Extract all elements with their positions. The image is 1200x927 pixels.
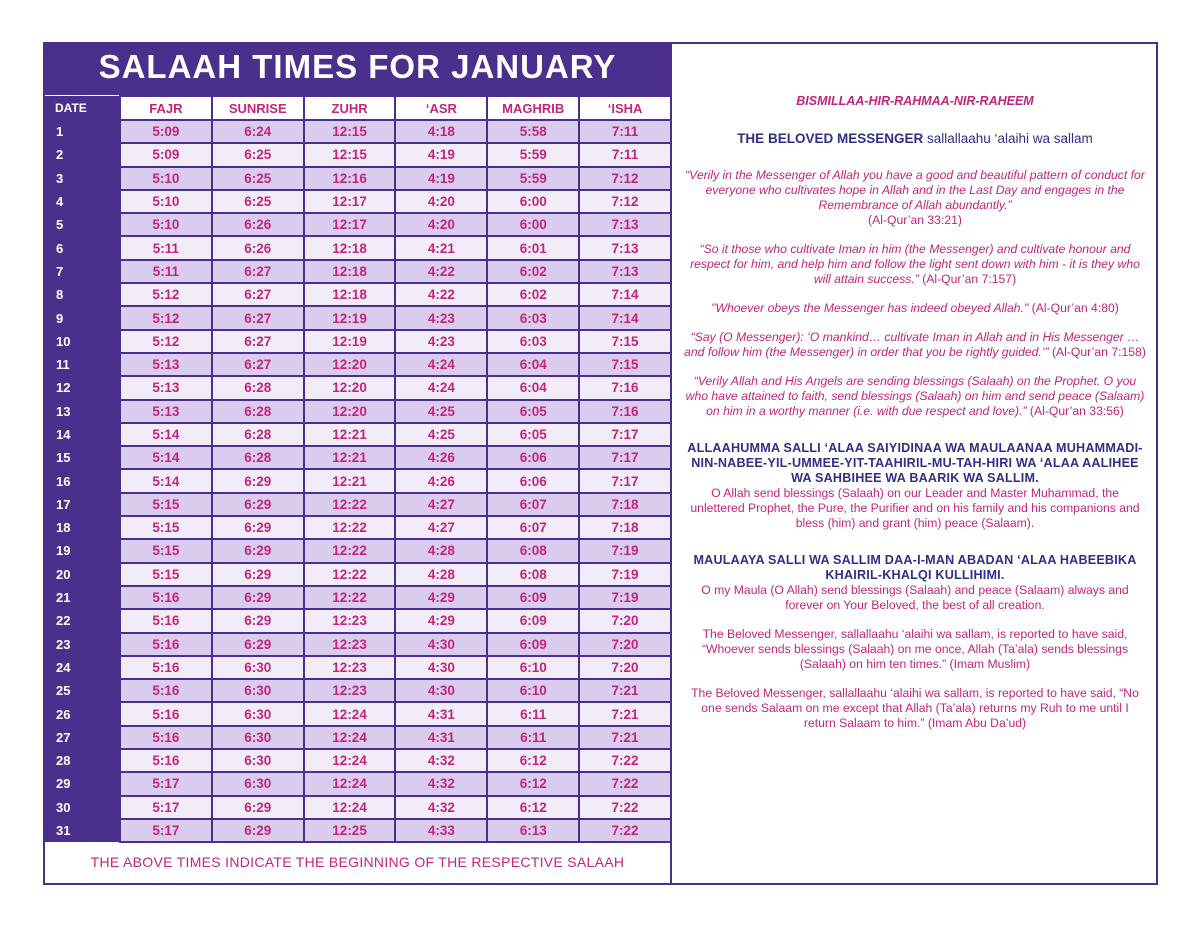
- time-cell: 4:22: [395, 260, 487, 283]
- table-row: [43, 423, 671, 446]
- hadith-2: The Beloved Messenger, sallallaahu ‘alaihi wa sallam, is reported to have said, “No one sends Salaam on me except that Allah (Ta’ala) returns my Ruh to me until I return Salaam to him.” (Imam Abu Da’ud): [691, 686, 1139, 730]
- time-cell: 4:32: [395, 796, 487, 819]
- time-cell: 12:22: [304, 516, 396, 539]
- time-cell: 4:28: [395, 563, 487, 586]
- time-cell: 5:10: [120, 167, 212, 190]
- time-cell: 4:25: [395, 400, 487, 423]
- table-row: [43, 330, 671, 353]
- time-cell: 7:14: [579, 283, 671, 306]
- time-cell: 5:16: [120, 609, 212, 632]
- time-cell: 4:31: [395, 702, 487, 725]
- time-cell: 12:25: [304, 819, 396, 842]
- time-cell: 5:15: [120, 493, 212, 516]
- time-cell: 7:17: [579, 423, 671, 446]
- date-cell: 10: [43, 330, 120, 353]
- quote-4: [684, 330, 1146, 360]
- date-cell: 25: [43, 679, 120, 702]
- header-zuhr: ZUHR: [304, 96, 396, 120]
- time-cell: 6:30: [212, 702, 304, 725]
- header-fajr: FAJR: [120, 96, 212, 120]
- time-cell: 7:11: [579, 143, 671, 166]
- time-cell: 5:11: [120, 260, 212, 283]
- table-row: [43, 656, 671, 679]
- time-cell: 7:15: [579, 353, 671, 376]
- time-cell: 4:28: [395, 539, 487, 562]
- time-cell: 6:03: [487, 330, 579, 353]
- time-cell: 5:17: [120, 819, 212, 842]
- time-cell: 7:22: [579, 819, 671, 842]
- time-cell: 4:29: [395, 586, 487, 609]
- date-cell: 9: [43, 306, 120, 329]
- time-cell: 6:28: [212, 400, 304, 423]
- time-cell: 6:30: [212, 656, 304, 679]
- time-cell: 6:01: [487, 236, 579, 259]
- table-row: [43, 400, 671, 423]
- table-row: [43, 167, 671, 190]
- time-cell: 7:21: [579, 679, 671, 702]
- time-cell: 12:17: [304, 213, 396, 236]
- time-cell: 6:24: [212, 120, 304, 143]
- time-cell: 7:20: [579, 633, 671, 656]
- time-cell: 6:25: [212, 190, 304, 213]
- table-row: [43, 260, 671, 283]
- table-row: [43, 446, 671, 469]
- time-cell: 4:30: [395, 656, 487, 679]
- table-row: [43, 213, 671, 236]
- time-cell: 7:21: [579, 702, 671, 725]
- time-cell: 5:11: [120, 236, 212, 259]
- time-cell: 6:07: [487, 493, 579, 516]
- table-row: [43, 749, 671, 772]
- table-row: [43, 143, 671, 166]
- time-cell: 6:12: [487, 796, 579, 819]
- header-asr: ‘ASR: [395, 96, 487, 120]
- quote-4-text: “Say (O Messenger): ‘O mankind… cultivate Iman in Allah and in His Messenger … and follow him (the Messenger) in order that you be rightly guided.’”: [684, 330, 1140, 359]
- time-cell: 12:23: [304, 679, 396, 702]
- time-cell: 5:59: [487, 143, 579, 166]
- time-cell: 12:22: [304, 586, 396, 609]
- time-cell: 6:27: [212, 353, 304, 376]
- time-cell: 12:15: [304, 143, 396, 166]
- time-cell: 12:15: [304, 120, 396, 143]
- time-cell: 12:21: [304, 423, 396, 446]
- table-row: [43, 772, 671, 795]
- quote-3-ref: (Al-Qur’an 4:80): [1028, 301, 1119, 315]
- quote-1-ref: (Al-Qur’an 33:21): [868, 213, 962, 227]
- time-cell: 7:19: [579, 539, 671, 562]
- time-cell: 6:28: [212, 376, 304, 399]
- time-cell: 6:30: [212, 749, 304, 772]
- time-cell: 6:30: [212, 772, 304, 795]
- time-cell: 5:16: [120, 726, 212, 749]
- time-cell: 5:14: [120, 423, 212, 446]
- time-cell: 6:10: [487, 656, 579, 679]
- dua-2-text: MAULAAYA SALLI WA SALLIM DAA-I-MAN ABADAN ‘ALAA HABEEBIKA KHAIRIL-KHALQI KULLIHIMI.: [693, 553, 1137, 582]
- time-cell: 4:31: [395, 726, 487, 749]
- time-cell: 6:29: [212, 516, 304, 539]
- time-cell: 4:18: [395, 120, 487, 143]
- time-cell: 6:06: [487, 446, 579, 469]
- time-cell: 12:24: [304, 749, 396, 772]
- time-cell: 5:14: [120, 446, 212, 469]
- date-cell: 15: [43, 446, 120, 469]
- dua-2-translation: O my Maula (O Allah) send blessings (Salaah) and peace (Salaam) always and forever on Your Beloved, the best of all creation.: [701, 583, 1129, 612]
- date-cell: 11: [43, 353, 120, 376]
- time-cell: 6:29: [212, 563, 304, 586]
- date-cell: 12: [43, 376, 120, 399]
- time-cell: 5:12: [120, 330, 212, 353]
- date-cell: 23: [43, 633, 120, 656]
- time-cell: 6:09: [487, 633, 579, 656]
- time-cell: 4:24: [395, 353, 487, 376]
- header-sunrise: SUNRISE: [212, 96, 304, 120]
- date-cell: 2: [43, 143, 120, 166]
- time-cell: 12:20: [304, 376, 396, 399]
- time-cell: 6:08: [487, 539, 579, 562]
- time-cell: 5:10: [120, 213, 212, 236]
- table-row: [43, 679, 671, 702]
- time-cell: 6:29: [212, 633, 304, 656]
- time-cell: 6:27: [212, 283, 304, 306]
- time-cell: 5:09: [120, 120, 212, 143]
- time-cell: 6:07: [487, 516, 579, 539]
- table-row: [43, 469, 671, 492]
- table-row: [43, 796, 671, 819]
- date-cell: 28: [43, 749, 120, 772]
- time-cell: 5:16: [120, 586, 212, 609]
- time-cell: 4:30: [395, 633, 487, 656]
- dua-1-block: [684, 441, 1146, 531]
- time-cell: 6:27: [212, 306, 304, 329]
- date-cell: 30: [43, 796, 120, 819]
- quote-5: [684, 374, 1146, 419]
- salaah-times-panel: [43, 42, 672, 885]
- time-cell: 7:13: [579, 236, 671, 259]
- time-cell: 6:29: [212, 493, 304, 516]
- date-cell: 26: [43, 702, 120, 725]
- time-cell: 4:27: [395, 516, 487, 539]
- date-cell: 19: [43, 539, 120, 562]
- time-cell: 4:21: [395, 236, 487, 259]
- date-cell: 31: [43, 819, 120, 842]
- table-row: [43, 586, 671, 609]
- time-cell: 5:15: [120, 563, 212, 586]
- time-cell: 6:30: [212, 679, 304, 702]
- time-cell: 6:09: [487, 586, 579, 609]
- time-cell: 5:13: [120, 376, 212, 399]
- quote-1-text: “Verily in the Messenger of Allah you have a good and beautiful pattern of conduct for everyone who cultivates hope in Allah and in the Last Day and engages in the Remembrance of Allah abundantly.”: [685, 168, 1145, 212]
- time-cell: 5:16: [120, 656, 212, 679]
- time-cell: 12:24: [304, 702, 396, 725]
- date-cell: 22: [43, 609, 120, 632]
- time-cell: 4:33: [395, 819, 487, 842]
- time-cell: 6:26: [212, 236, 304, 259]
- time-cell: 6:25: [212, 167, 304, 190]
- date-cell: 20: [43, 563, 120, 586]
- time-cell: 6:29: [212, 609, 304, 632]
- time-cell: 7:17: [579, 446, 671, 469]
- time-cell: 5:14: [120, 469, 212, 492]
- dua-1-text: ALLAAHUMMA SALLI ‘ALAA SAIYIDINAA WA MAULAANAA MUHAMMADI-NIN-NABEE-YIL-UMMEE-YIT-TAAHIRIL-MU-TAH-HIRI WA ‘ALAA AALIHEE WA SAHBIHEE WA BAARIK WA SALLIM.: [687, 441, 1143, 485]
- time-cell: 6:29: [212, 796, 304, 819]
- time-cell: 6:02: [487, 260, 579, 283]
- time-cell: 12:17: [304, 190, 396, 213]
- column-divider: [670, 42, 672, 885]
- table-row: [43, 819, 671, 842]
- time-cell: 6:29: [212, 469, 304, 492]
- time-cell: 5:12: [120, 306, 212, 329]
- date-cell: 17: [43, 493, 120, 516]
- time-cell: 6:03: [487, 306, 579, 329]
- time-cell: 6:00: [487, 190, 579, 213]
- time-cell: 6:28: [212, 446, 304, 469]
- time-cell: 4:20: [395, 213, 487, 236]
- time-cell: 6:05: [487, 400, 579, 423]
- time-cell: 12:23: [304, 633, 396, 656]
- salaah-times-table: [43, 95, 672, 843]
- time-cell: 12:19: [304, 330, 396, 353]
- time-cell: 7:22: [579, 772, 671, 795]
- quote-2: [684, 242, 1146, 287]
- time-cell: 7:16: [579, 376, 671, 399]
- table-row: [43, 609, 671, 632]
- quote-3-text: "Whoever obeys the Messenger has indeed obeyed Allah.": [711, 301, 1029, 315]
- table-row: [43, 539, 671, 562]
- time-cell: 12:18: [304, 236, 396, 259]
- date-cell: 3: [43, 167, 120, 190]
- date-cell: 7: [43, 260, 120, 283]
- time-cell: 7:22: [579, 749, 671, 772]
- time-cell: 7:12: [579, 167, 671, 190]
- time-cell: 12:18: [304, 260, 396, 283]
- date-cell: 4: [43, 190, 120, 213]
- time-cell: 12:24: [304, 796, 396, 819]
- dua-1-translation: O Allah send blessings (Salaah) on our Leader and Master Muhammad, the unlettered Prophet, the Pure, the Purifier and on his family and his companions and bless (him) and grant (him) peace (Salaam).: [690, 486, 1140, 530]
- time-cell: 6:02: [487, 283, 579, 306]
- time-cell: 5:13: [120, 353, 212, 376]
- table-row: [43, 516, 671, 539]
- time-cell: 6:12: [487, 772, 579, 795]
- quote-2-ref: (Al-Qur’an 7:157): [918, 272, 1017, 286]
- time-cell: 6:08: [487, 563, 579, 586]
- time-cell: 4:19: [395, 143, 487, 166]
- time-cell: 4:29: [395, 609, 487, 632]
- hadith-1: The Beloved Messenger, sallallaahu ‘alaihi wa sallam, is reported to have said, “Whoever sends blessings (Salaah) on me once, Allah (Ta’ala) sends blessings (Salaah) on him ten times.” (Imam Muslim): [701, 627, 1129, 671]
- time-cell: 12:21: [304, 469, 396, 492]
- time-cell: 6:27: [212, 260, 304, 283]
- time-cell: 12:19: [304, 306, 396, 329]
- time-cell: 12:22: [304, 493, 396, 516]
- time-cell: 12:20: [304, 353, 396, 376]
- time-cell: 4:24: [395, 376, 487, 399]
- time-cell: 6:25: [212, 143, 304, 166]
- time-cell: 6:04: [487, 353, 579, 376]
- time-cell: 4:19: [395, 167, 487, 190]
- table-row: [43, 236, 671, 259]
- time-cell: 5:59: [487, 167, 579, 190]
- time-cell: 12:18: [304, 283, 396, 306]
- header-maghrib: MAGHRIB: [487, 96, 579, 120]
- date-cell: 5: [43, 213, 120, 236]
- time-cell: 6:11: [487, 726, 579, 749]
- time-cell: 7:13: [579, 260, 671, 283]
- time-cell: 6:29: [212, 819, 304, 842]
- time-cell: 7:20: [579, 656, 671, 679]
- time-cell: 6:29: [212, 539, 304, 562]
- table-header-row: [43, 96, 671, 120]
- quote-5-text: “Verily Allah and His Angels are sending blessings (Salaah) on the Prophet. O you who have attained to faith, send blessings (Salaah) on him and send peace (Salaam) on him in a worthy manner (i.e. with due respect and love).”: [685, 374, 1145, 418]
- time-cell: 12:23: [304, 609, 396, 632]
- footer-note: THE ABOVE TIMES INDICATE THE BEGINNING OF THE RESPECTIVE SALAAH: [90, 854, 625, 870]
- dua-2-block: [684, 553, 1146, 613]
- beloved-heading-bold: THE BELOVED MESSENGER: [737, 131, 924, 146]
- time-cell: 5:12: [120, 283, 212, 306]
- table-row: [43, 190, 671, 213]
- bismillah-heading: BISMILLAA-HIR-RAHMAA-NIR-RAHEEM: [796, 94, 1034, 108]
- time-cell: 5:13: [120, 400, 212, 423]
- table-row: [43, 120, 671, 143]
- time-cell: 6:11: [487, 702, 579, 725]
- time-cell: 7:19: [579, 586, 671, 609]
- time-cell: 7:16: [579, 400, 671, 423]
- time-cell: 7:11: [579, 120, 671, 143]
- time-cell: 4:23: [395, 330, 487, 353]
- time-cell: 6:30: [212, 726, 304, 749]
- time-cell: 6:00: [487, 213, 579, 236]
- time-cell: 7:21: [579, 726, 671, 749]
- quote-2-text: “So it those who cultivate Iman in him (the Messenger) and cultivate honour and respect for him, and help him and follow the light sent down with him - it is they who will attain success.”: [690, 242, 1140, 286]
- time-cell: 5:10: [120, 190, 212, 213]
- table-row: [43, 376, 671, 399]
- time-cell: 4:27: [395, 493, 487, 516]
- beloved-heading-rest: sallallaahu ‘alaihi wa sallam: [923, 131, 1093, 146]
- header-isha: ‘ISHA: [579, 96, 671, 120]
- time-cell: 4:32: [395, 772, 487, 795]
- table-row: [43, 306, 671, 329]
- header-date: DATE: [43, 96, 120, 120]
- table-row: [43, 353, 671, 376]
- time-cell: 6:28: [212, 423, 304, 446]
- page-title: SALAAH TIMES FOR JANUARY: [98, 48, 617, 85]
- time-cell: 7:18: [579, 493, 671, 516]
- time-cell: 12:21: [304, 446, 396, 469]
- time-cell: 6:06: [487, 469, 579, 492]
- quote-4-ref: (Al-Qur’an 7:158): [1048, 345, 1146, 359]
- quote-1: [684, 168, 1146, 228]
- date-cell: 1: [43, 120, 120, 143]
- time-cell: 6:27: [212, 330, 304, 353]
- title-banner: [43, 42, 672, 95]
- table-row: [43, 493, 671, 516]
- table-row: [43, 283, 671, 306]
- date-cell: 24: [43, 656, 120, 679]
- time-cell: 7:15: [579, 330, 671, 353]
- time-cell: 6:26: [212, 213, 304, 236]
- table-row: [43, 563, 671, 586]
- time-cell: 5:16: [120, 749, 212, 772]
- time-cell: 5:16: [120, 633, 212, 656]
- time-cell: 7:19: [579, 563, 671, 586]
- quote-3: [684, 301, 1146, 316]
- time-cell: 12:24: [304, 772, 396, 795]
- date-cell: 21: [43, 586, 120, 609]
- time-cell: 4:25: [395, 423, 487, 446]
- time-cell: 6:05: [487, 423, 579, 446]
- time-cell: 12:20: [304, 400, 396, 423]
- time-cell: 4:26: [395, 469, 487, 492]
- date-cell: 16: [43, 469, 120, 492]
- quote-5-ref: (Al-Qur’an 33:56): [1026, 404, 1124, 418]
- time-cell: 7:17: [579, 469, 671, 492]
- date-cell: 6: [43, 236, 120, 259]
- time-cell: 6:10: [487, 679, 579, 702]
- date-cell: 13: [43, 400, 120, 423]
- time-cell: 5:15: [120, 516, 212, 539]
- time-cell: 7:20: [579, 609, 671, 632]
- time-cell: 6:12: [487, 749, 579, 772]
- time-cell: 5:09: [120, 143, 212, 166]
- time-cell: 12:22: [304, 539, 396, 562]
- time-cell: 7:14: [579, 306, 671, 329]
- table-row: [43, 726, 671, 749]
- time-cell: 5:16: [120, 679, 212, 702]
- time-cell: 7:12: [579, 190, 671, 213]
- time-cell: 4:22: [395, 283, 487, 306]
- table-row: [43, 633, 671, 656]
- date-cell: 18: [43, 516, 120, 539]
- time-cell: 4:30: [395, 679, 487, 702]
- time-cell: 6:13: [487, 819, 579, 842]
- time-cell: 6:29: [212, 586, 304, 609]
- time-cell: 5:17: [120, 796, 212, 819]
- date-cell: 14: [43, 423, 120, 446]
- time-cell: 4:23: [395, 306, 487, 329]
- time-cell: 12:16: [304, 167, 396, 190]
- time-cell: 7:22: [579, 796, 671, 819]
- right-text-panel: [684, 94, 1146, 745]
- date-cell: 8: [43, 283, 120, 306]
- time-cell: 4:26: [395, 446, 487, 469]
- time-cell: 5:15: [120, 539, 212, 562]
- time-cell: 5:17: [120, 772, 212, 795]
- time-cell: 12:22: [304, 563, 396, 586]
- time-cell: 5:16: [120, 702, 212, 725]
- date-cell: 29: [43, 772, 120, 795]
- beloved-heading: [684, 131, 1146, 146]
- table-row: [43, 702, 671, 725]
- time-cell: 5:58: [487, 120, 579, 143]
- time-cell: 12:24: [304, 726, 396, 749]
- date-cell: 27: [43, 726, 120, 749]
- time-cell: 4:32: [395, 749, 487, 772]
- time-cell: 4:20: [395, 190, 487, 213]
- time-cell: 12:23: [304, 656, 396, 679]
- time-cell: 6:04: [487, 376, 579, 399]
- time-cell: 7:18: [579, 516, 671, 539]
- time-cell: 6:09: [487, 609, 579, 632]
- time-cell: 7:13: [579, 213, 671, 236]
